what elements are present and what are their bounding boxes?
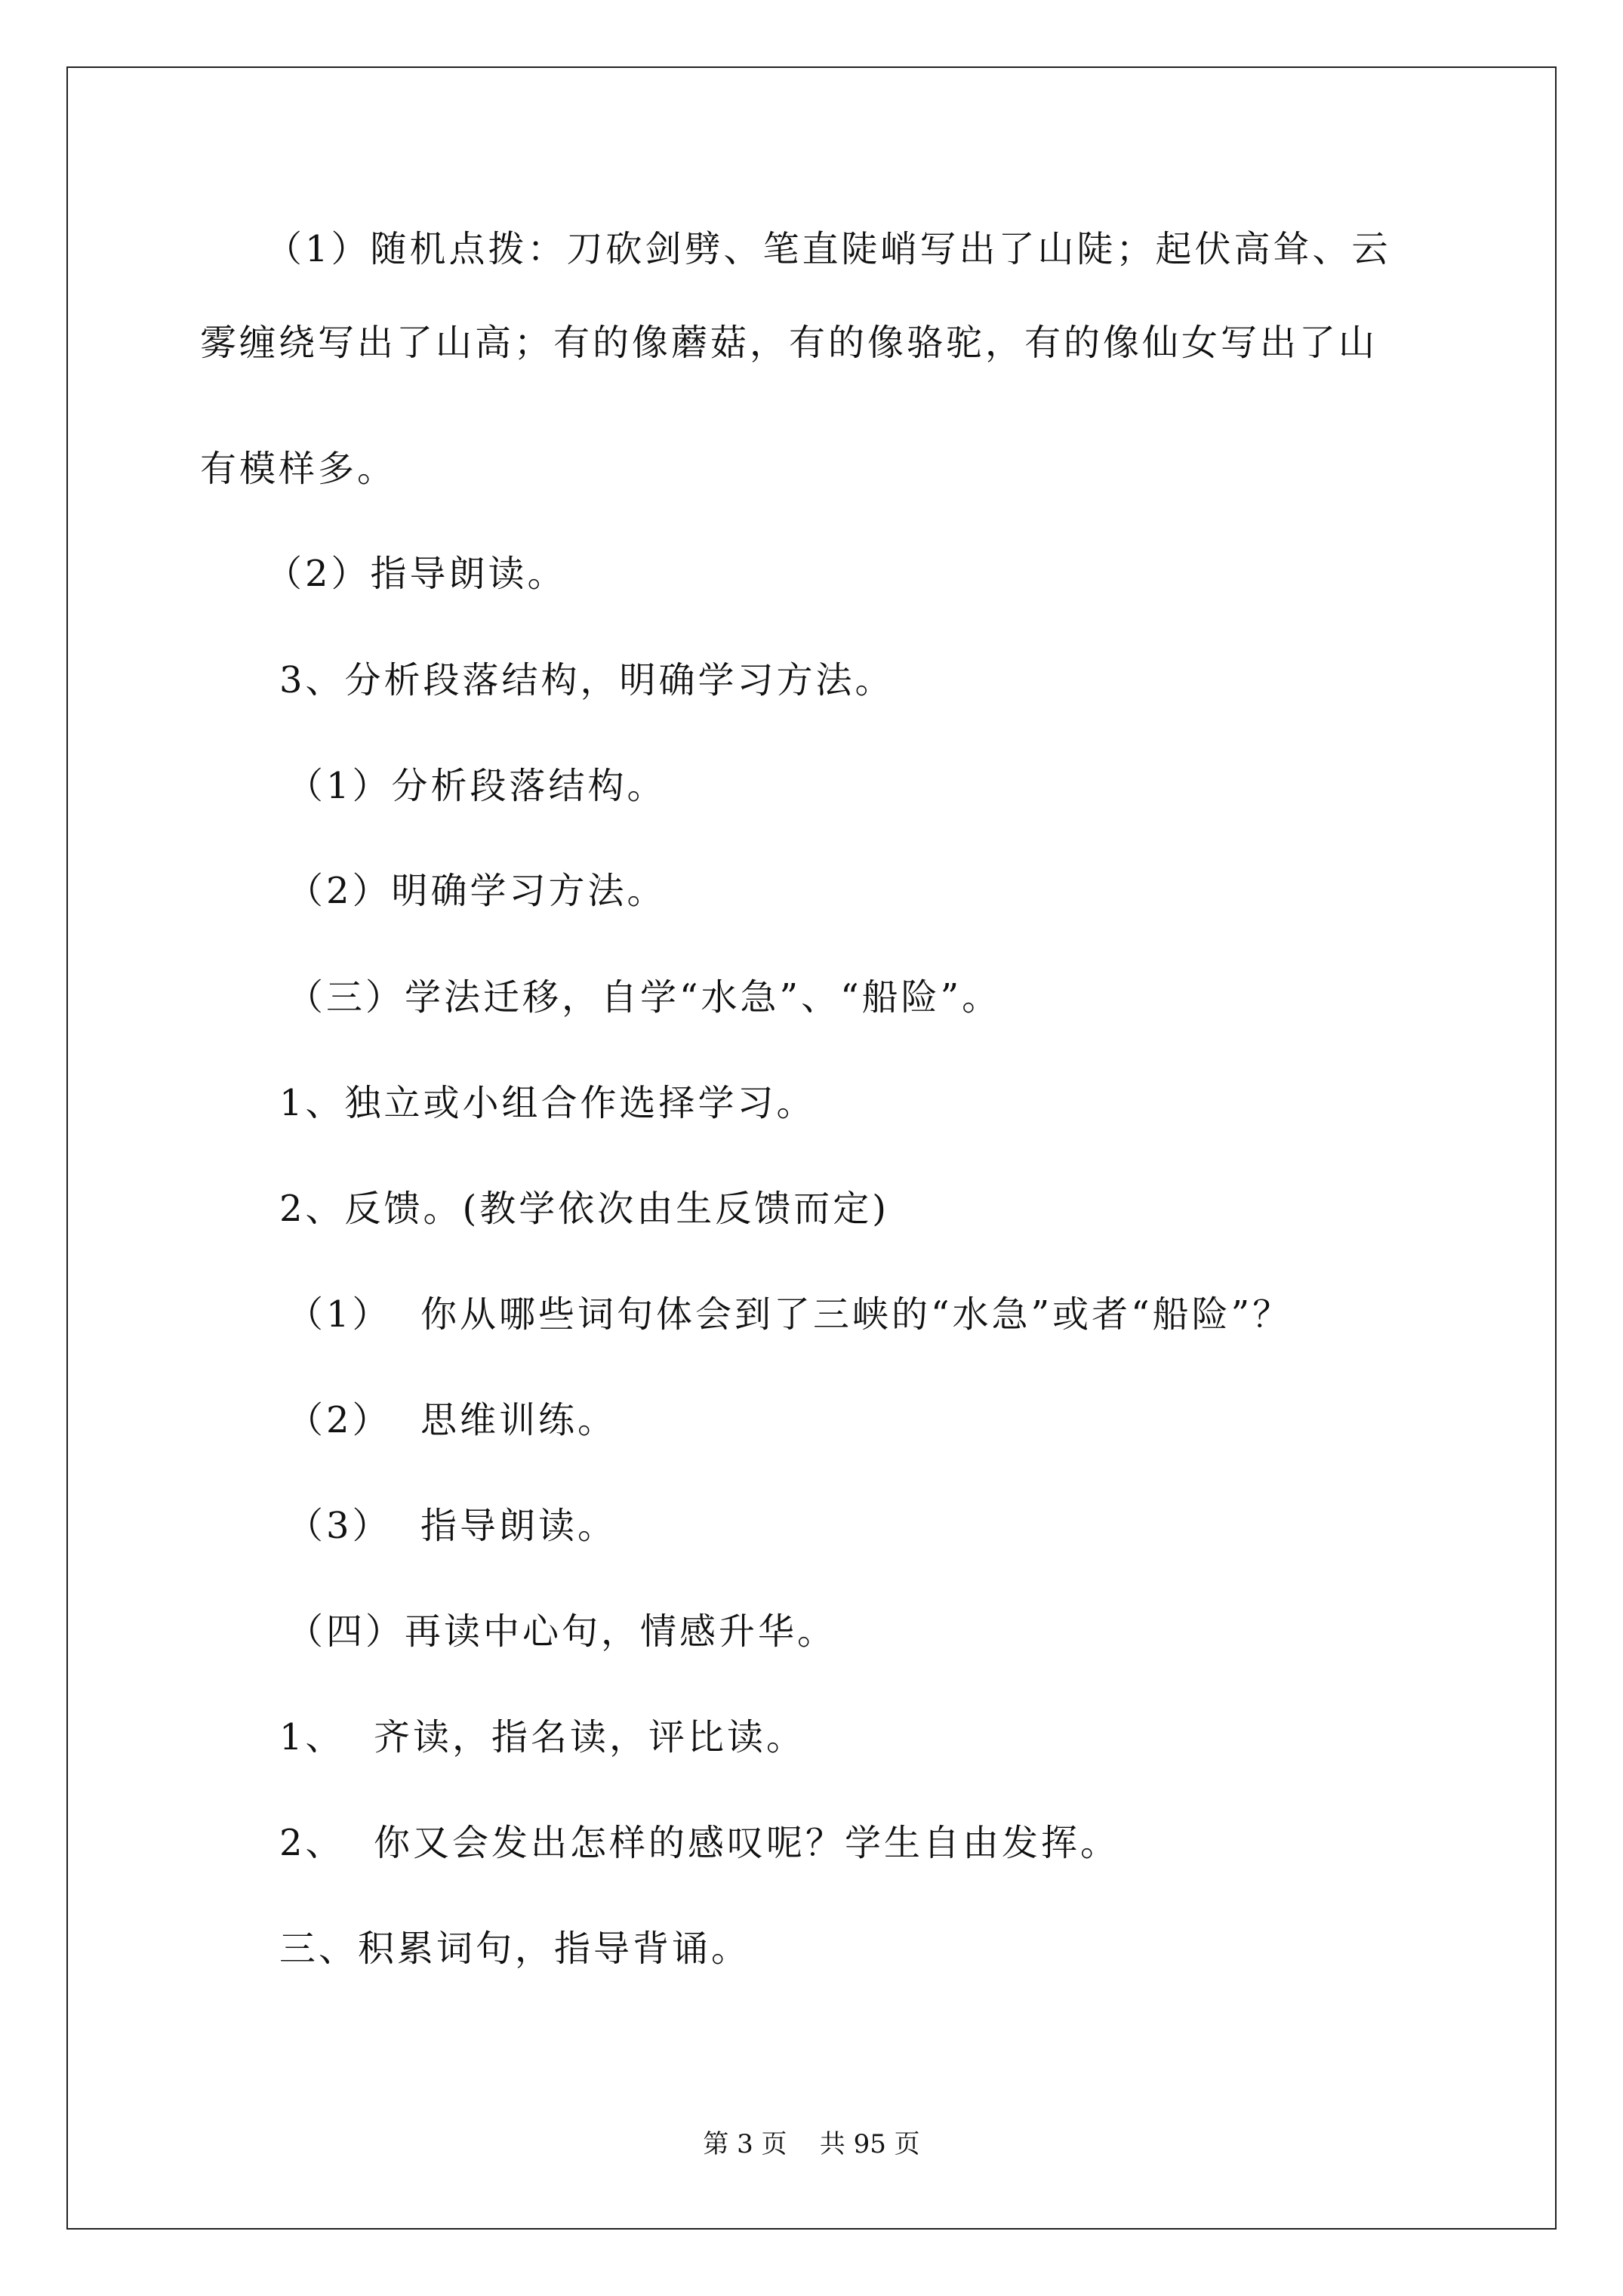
paragraph-line-2: 雾缠绕写出了山高；有的像蘑菇，有的像骆驼，有的像仙女写出了山 [200, 322, 1378, 364]
paragraph-line-3: 有模样多。 [200, 448, 397, 490]
paragraph-line-7: （2）明确学习方法。 [287, 870, 667, 912]
paragraph-line-8: （三）学法迁移，自学“水急”、“船险”。 [287, 976, 1002, 1019]
paragraph-line-5: 3、分析段落结构，明确学习方法。 [279, 659, 895, 701]
paragraph-line-12: （2） 思维训练。 [287, 1399, 617, 1441]
paragraph-line-10: 2、反馈。(教学依次由生反馈而定) [279, 1188, 889, 1230]
paragraph-line-14: （四）再读中心句，情感升华。 [287, 1610, 837, 1653]
paragraph-line-9: 1、独立或小组合作选择学习。 [279, 1082, 816, 1124]
paragraph-line-13: （3） 指导朗读。 [287, 1505, 617, 1547]
paragraph-line-11: （1） 你从哪些词句体会到了三峡的“水急”或者“船险”？ [287, 1293, 1292, 1336]
paragraph-line-4: （2）指导朗读。 [266, 553, 567, 595]
page-number-footer: 第 3 页 共 95 页 [703, 2129, 920, 2159]
paragraph-line-6: （1）分析段落结构。 [287, 765, 667, 807]
paragraph-line-1: （1）随机点拨：刀砍剑劈、笔直陡峭写出了山陡；起伏高耸、云 [266, 228, 1391, 270]
paragraph-line-15: 1、 齐读，指名读，评比读。 [279, 1716, 806, 1758]
paragraph-line-17: 三、积累词句，指导背诵。 [279, 1928, 751, 1970]
paragraph-line-16: 2、 你又会发出怎样的感叹呢？学生自由发挥。 [279, 1822, 1120, 1864]
page-border [66, 66, 1557, 2230]
